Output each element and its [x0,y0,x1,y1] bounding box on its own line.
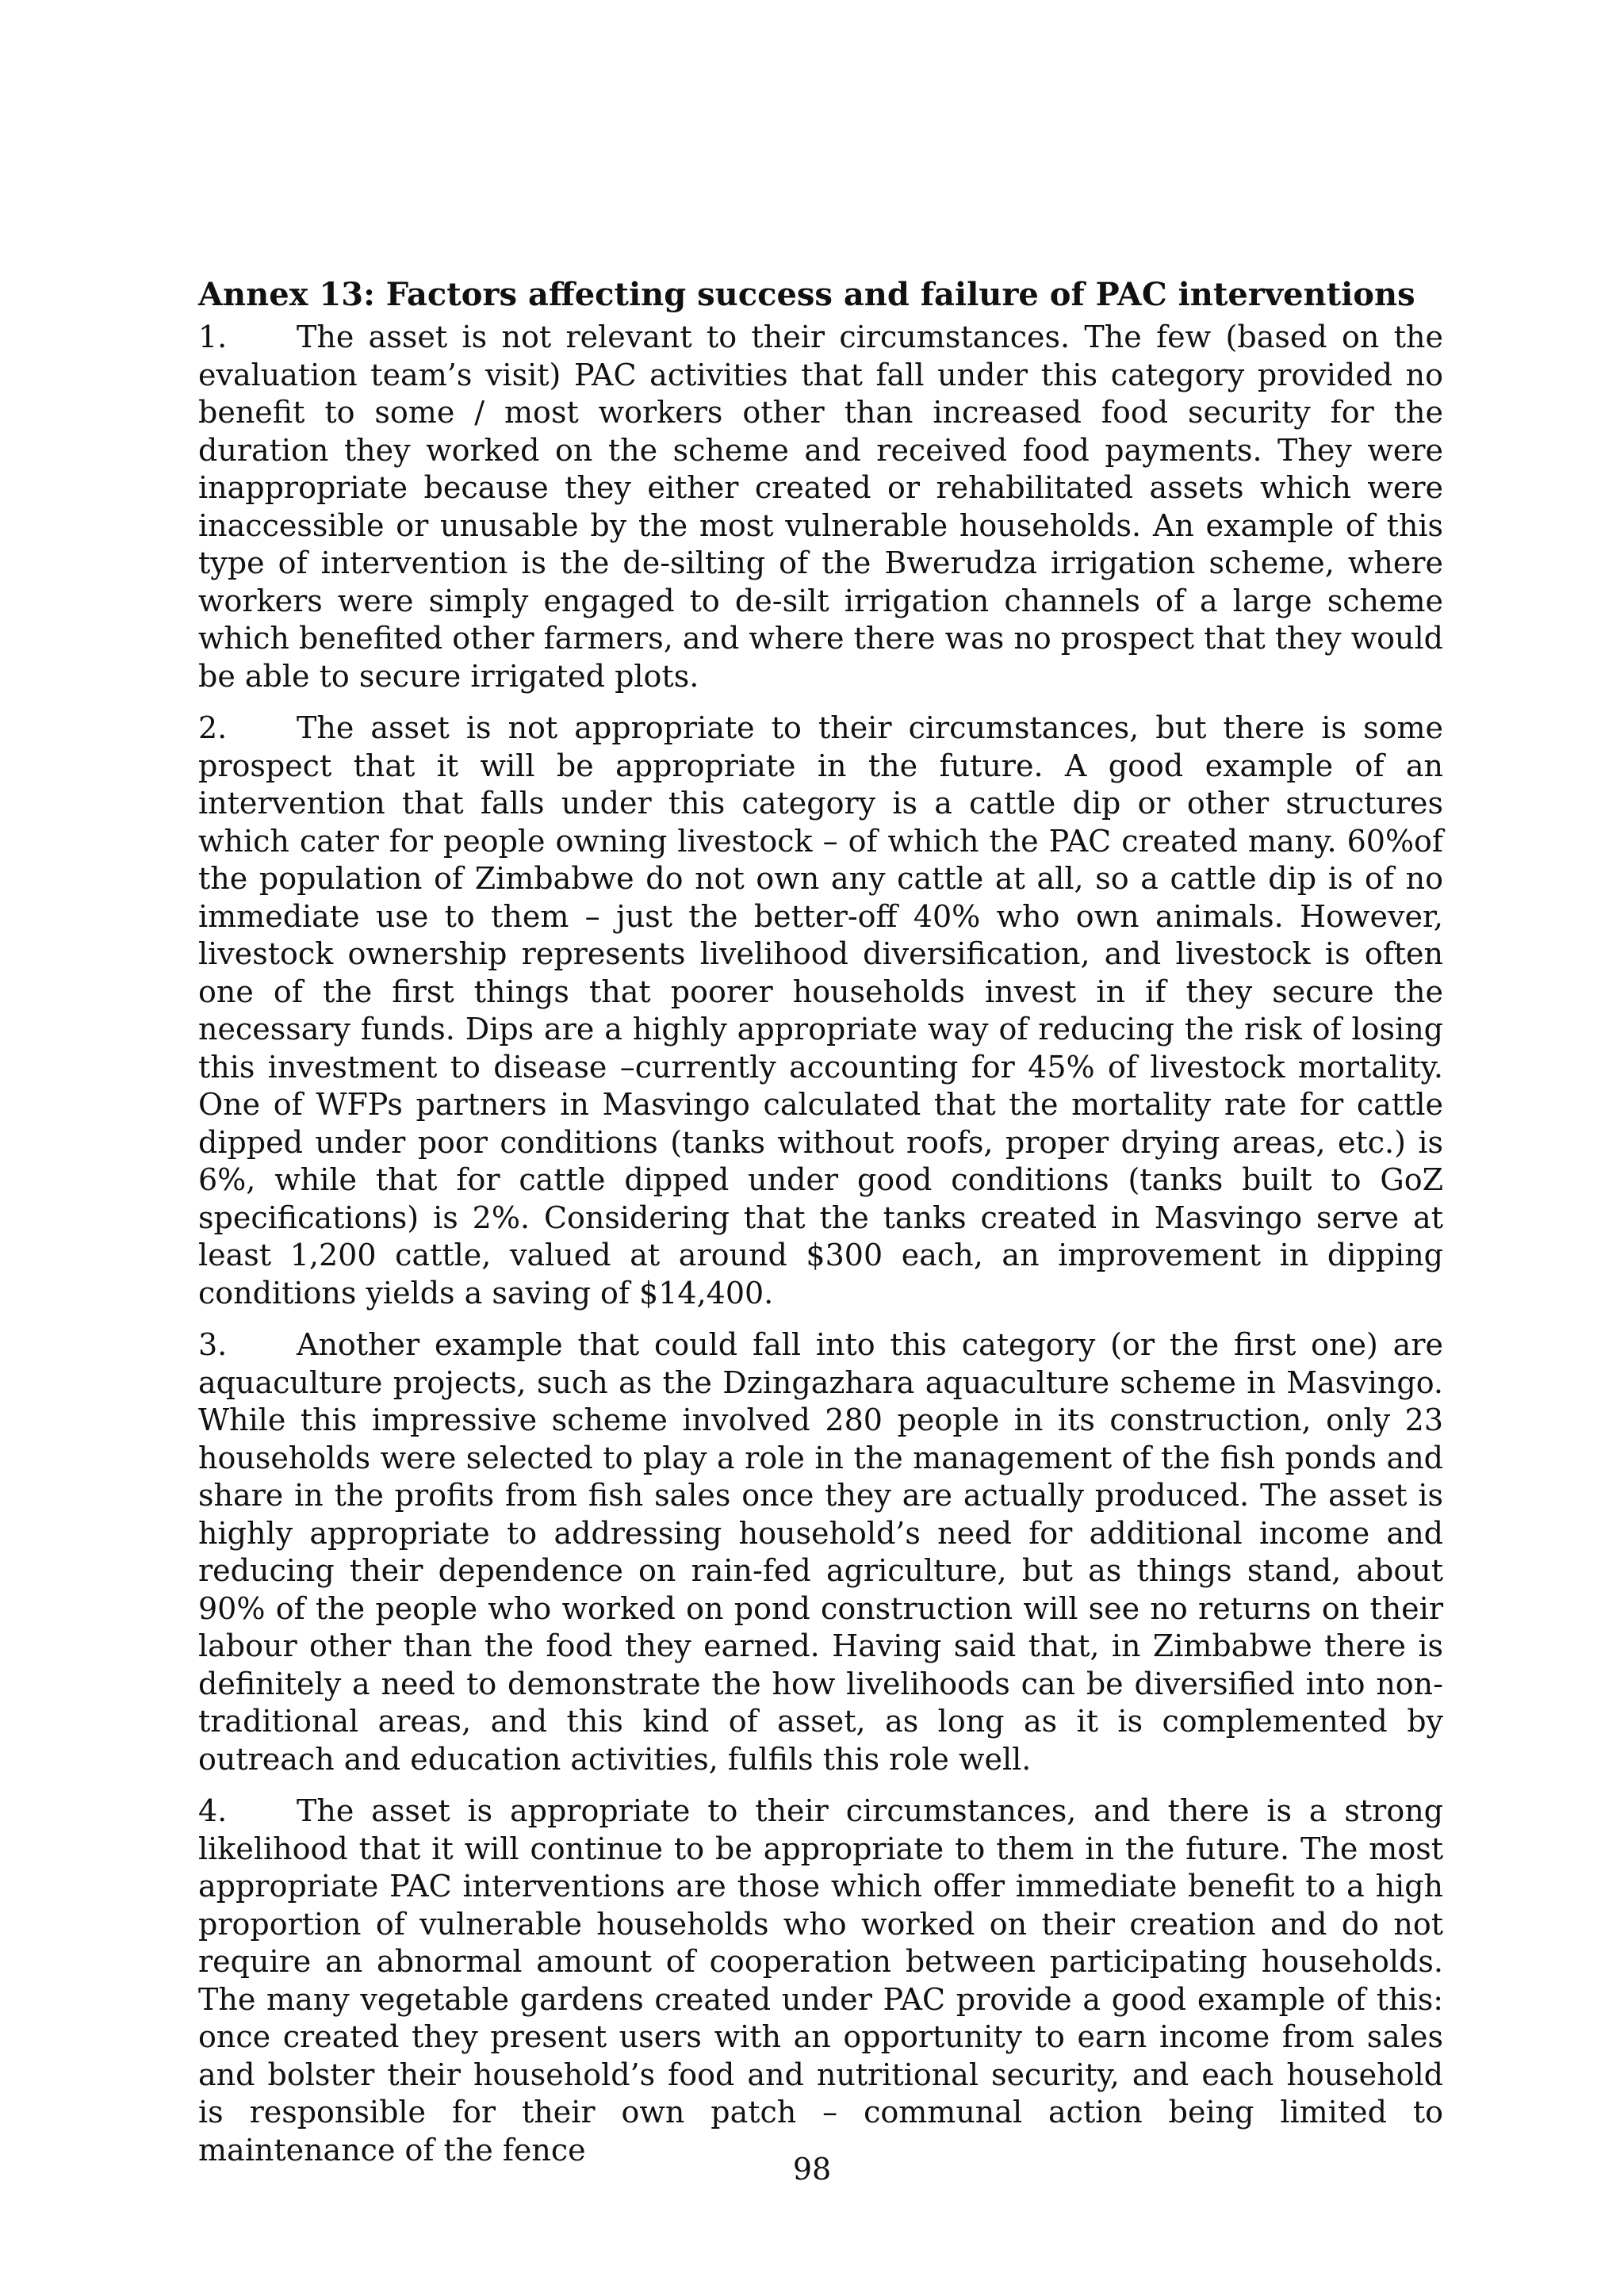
annex-heading: Annex 13: Factors affecting success and failure of PAC interventions [198,276,1415,313]
paragraph-text: Another example that could fall into this category (or the first one) are aquaculture projects, such as the Dzingazhara aquaculture scheme in Masvingo. While this impressive scheme involved 280 people in its construction, only 23 households were selected to play a role in the management of the fish ponds and share in the profits from fish sales once they are actually produced. The asset is highly appropriate to addressing household’s need for additional income and reducing their dependence on rain-fed agriculture, but as things stand, about 90% of the people who worked on pond construction will see no returns on their labour other than the food they earned. Having said that, in Zimbabwe there is definitely a need to demonstrate the how livelihoods can be diversified into non-traditional areas, and this kind of asset, as long as it is complemented by outreach and education activities, fulfils this role well. [198,1327,1443,1777]
page-number: 98 [792,2152,832,2187]
paragraph-3 [198,1326,1443,1778]
paragraph-1 [198,319,1443,695]
paragraph-text: The asset is not appropriate to their circumstances, but there is some prospect that it will be appropriate in the future. A good example of an intervention that falls under this category is a cattle dip or other structures which cater for people owning livestock – of which the PAC created many. 60%of the population of Zimbabwe do not own any cattle at all, so a cattle dip is of no immediate use to them – just the better-off 40% who own animals. However, livestock ownership represents livelihood diversification, and livestock is often one of the first things that poorer households invest in if they secure the necessary funds. Dips are a highly appropriate way of reducing the risk of losing this investment to disease –currently accounting for 45% of livestock mortality. One of WFPs partners in Masvingo calculated that the mortality rate for cattle dipped under poor conditions (tanks without roofs, proper drying areas, etc.) is 6%, while that for cattle dipped under good conditions (tanks built to GoZ specifications) is 2%. Considering that the tanks created in Masvingo serve at least 1,200 cattle, valued at around $300 each, an improvement in dipping conditions yields a saving of $14,400. [198,710,1443,1311]
paragraph-2 [198,710,1443,1312]
paragraph-text: The asset is not relevant to their circumstances. The few (based on the evaluation team’s visit) PAC activities that fall under this category provided no benefit to some / most workers other than increased food security for the duration they worked on the scheme and received food payments. They were inappropriate because they either created or rehabilitated assets which were inaccessible or unusable by the most vulnerable households. An example of this type of intervention is the de-silting of the Bwerudza irrigation scheme, where workers were simply engaged to de-silt irrigation channels of a large scheme which benefited other farmers, and where there was no prospect that they would be able to secure irrigated plots. [198,320,1443,694]
paragraph-number: 1. [198,320,228,354]
paragraph-number: 2. [198,710,228,745]
paragraph-text: The asset is appropriate to their circumstances, and there is a strong likelihood that it will continue to be appropriate to them in the future. The most appropriate PAC interventions are those which offer immediate benefit to a high proportion of vulnerable households who worked on their creation and do not require an abnormal amount of cooperation between participating households. The many vegetable gardens created under PAC provide a good example of this: once created they present users with an opportunity to earn income from sales and bolster their household’s food and nutritional security, and each household is responsible for their own patch – communal action being limited to maintenance of the fence [198,1793,1443,2168]
document-body [198,273,1443,2183]
paragraph-4 [198,1793,1443,2169]
paragraph-number: 4. [198,1793,228,1828]
paragraph-number: 3. [198,1327,228,1362]
